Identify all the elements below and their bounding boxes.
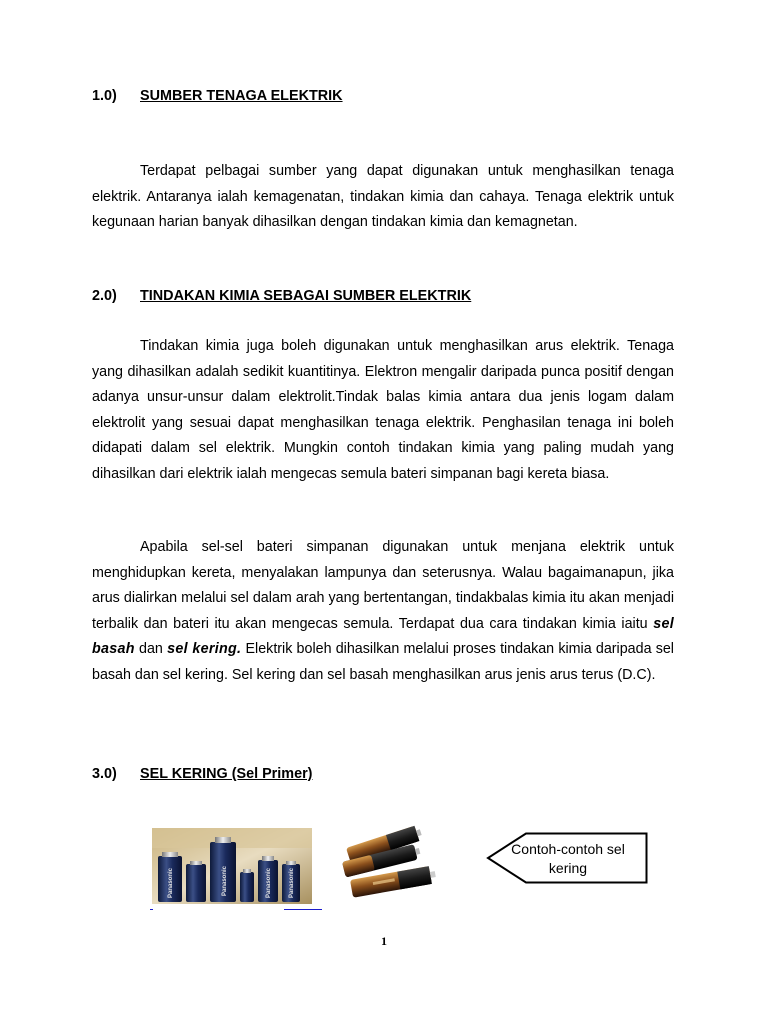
- paragraph-3-text-a: Apabila sel-sel bateri simpanan digunakan untuk menjana elektrik untuk menghidupkan kereta, menyalakan lampunya dan seterusnya. Walau bagaimanapun, jika arus dialirkan melalui sel dalam arah yang bertentangan, tindakbalas kimia itu akan menjadi terbalik dan bateri itu akan mengecas semula. Terdapat dua cara tindakan kimia iaitu: [92, 539, 674, 632]
- section-number: 2.0): [92, 288, 117, 304]
- image-link-underline[interactable]: [284, 909, 322, 910]
- section-1-heading: [92, 88, 343, 104]
- panasonic-batteries-icon: [152, 828, 312, 904]
- callout-label: Contoh-contoh sel kering: [511, 841, 625, 876]
- section-2-heading: [92, 288, 471, 304]
- brand-label: Panasonic: [266, 867, 272, 898]
- paragraph-3-text-d: Elektrik boleh dihasilkan melalui proses tindakan kimia daripada sel basah dan sel kering. Sel kering dan sel basah menghasilkan arus jenis arus terus (D.C).: [92, 641, 674, 683]
- brand-label: Panasonic: [222, 865, 228, 896]
- section-title: TINDAKAN KIMIA SEBAGAI SUMBER ELEKTRIK: [140, 288, 472, 304]
- section-title: SUMBER TENAGA ELEKTRIK: [140, 88, 343, 104]
- image-link-underline[interactable]: [150, 909, 153, 910]
- panasonic-batteries-image[interactable]: [152, 828, 312, 904]
- dry-cell-batteries-icon: [338, 818, 444, 902]
- aa-batteries-image[interactable]: [338, 818, 444, 902]
- section-3-heading: [92, 766, 312, 782]
- section-number: 1.0): [92, 88, 117, 104]
- term-sel-basah: sel basah: [92, 615, 674, 657]
- section-number: 3.0): [92, 766, 117, 782]
- term-sel-kering: sel kering.: [167, 641, 242, 657]
- brand-label: Panasonic: [168, 867, 174, 898]
- page-number: 1: [381, 934, 387, 948]
- paragraph-2: Tindakan kimia juga boleh digunakan untuk menghasilkan arus elektrik. Tenaga yang dihasilkan adalah sedikit kuantitinya. Elektron mengalir daripada punca positif dengan adanya unsur-unsur dalam elektrolit.Tindak balas kimia antara dua jenis logam dalam elektrolit yang sesuai dapat menghasilkan tenaga elektrik. Penghasilan tenaga ini boleh didapati dalam sel elektrik. Mungkin contoh tindakan kimia yang paling mudah yang dihasilkan dari elektrik ialah mengecas semula bateri simpanan bagi kereta biasa.: [92, 338, 674, 482]
- brand-label: Panasonic: [289, 867, 295, 898]
- paragraph-1: Terdapat pelbagai sumber yang dapat digunakan untuk menghasilkan tenaga elektrik. Antaranya ialah kemagenatan, tindakan kimia dan cahaya. Tenaga elektrik untuk kegunaan harian banyak dihasilkan dengan tindakan kimia dan kemagnetan.: [92, 163, 674, 230]
- paragraph-3-text-c: dan: [134, 641, 168, 657]
- section-title: SEL KERING (Sel Primer): [140, 766, 313, 782]
- paragraph-3: [92, 535, 674, 688]
